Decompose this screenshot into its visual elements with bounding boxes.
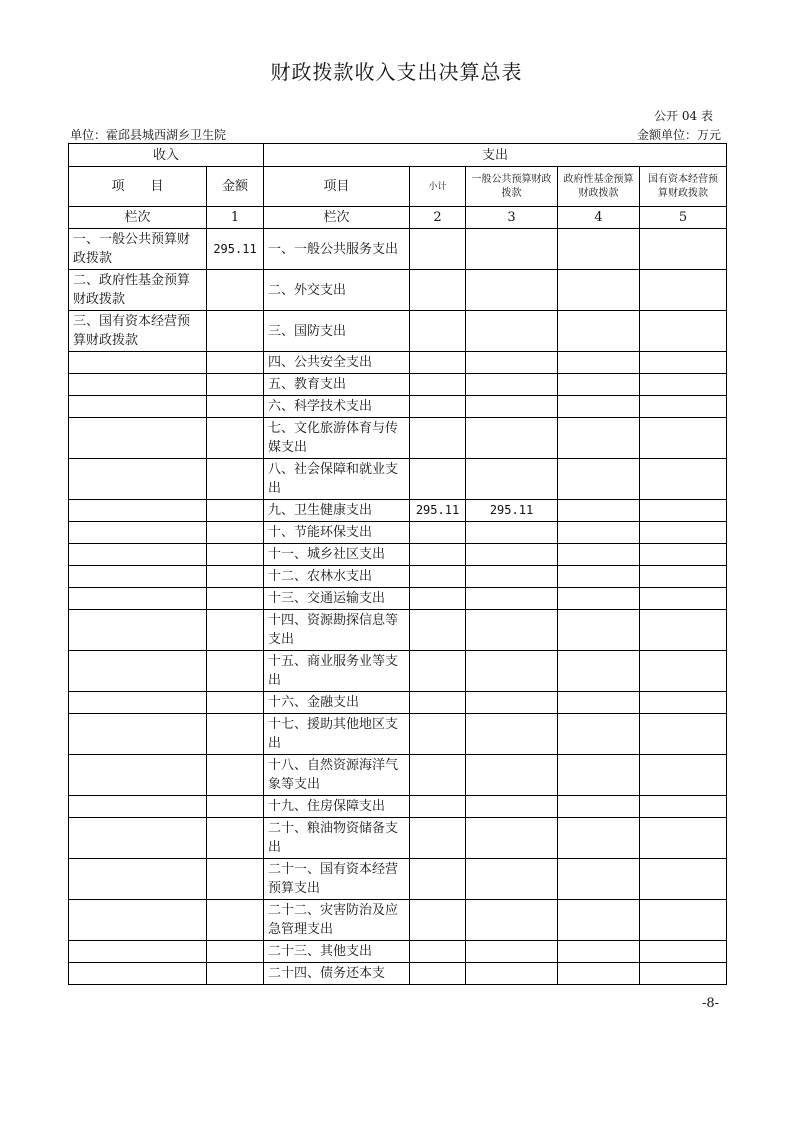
income-amount-cell bbox=[207, 796, 264, 818]
income-item-cell bbox=[69, 522, 207, 544]
expense-item-cell: 二十三、其他支出 bbox=[264, 941, 410, 963]
table-row bbox=[69, 610, 727, 651]
expense-item-cell: 十二、农林水支出 bbox=[264, 566, 410, 588]
income-amount-cell bbox=[207, 544, 264, 566]
table-row bbox=[69, 544, 727, 566]
subtotal-cell bbox=[410, 941, 466, 963]
subtotal-cell bbox=[410, 963, 466, 985]
subtotal-cell bbox=[410, 610, 466, 651]
general-budget-cell bbox=[466, 755, 558, 796]
general-budget-cell: 295.11 bbox=[466, 500, 558, 522]
subtotal-cell bbox=[410, 459, 466, 500]
seq-label: 栏次 bbox=[69, 207, 207, 229]
general-budget-cell bbox=[466, 796, 558, 818]
income-amount-cell bbox=[207, 500, 264, 522]
income-item-cell bbox=[69, 963, 207, 985]
income-amount-cell bbox=[207, 418, 264, 459]
expense-item-cell: 二十、粮油物资储备支出 bbox=[264, 818, 410, 859]
general-budget-cell bbox=[466, 522, 558, 544]
gov-fund-cell bbox=[558, 818, 640, 859]
income-header: 收入 bbox=[69, 144, 264, 167]
gov-fund-cell bbox=[558, 229, 640, 270]
table-row bbox=[69, 311, 727, 352]
gov-fund-cell bbox=[558, 500, 640, 522]
state-capital-cell bbox=[640, 566, 727, 588]
expense-item-cell: 五、教育支出 bbox=[264, 374, 410, 396]
income-item-cell: 二、政府性基金预算财政拨款 bbox=[69, 270, 207, 311]
subtotal-cell bbox=[410, 352, 466, 374]
state-capital-header: 国有资本经营预算财政拨款 bbox=[640, 167, 727, 207]
subtotal-cell bbox=[410, 755, 466, 796]
state-capital-cell bbox=[640, 692, 727, 714]
gov-fund-cell bbox=[558, 522, 640, 544]
budget-table bbox=[68, 143, 727, 985]
income-amount-cell bbox=[207, 859, 264, 900]
gov-fund-cell bbox=[558, 459, 640, 500]
general-budget-cell bbox=[466, 900, 558, 941]
general-budget-cell bbox=[466, 859, 558, 900]
table-row bbox=[69, 374, 727, 396]
table-row bbox=[69, 900, 727, 941]
expense-item-cell: 十、节能环保支出 bbox=[264, 522, 410, 544]
gov-fund-cell bbox=[558, 544, 640, 566]
amount-unit-label: 金额单位：万元 bbox=[636, 128, 721, 142]
income-amount-cell bbox=[207, 692, 264, 714]
gov-fund-cell bbox=[558, 963, 640, 985]
gov-fund-cell bbox=[558, 900, 640, 941]
state-capital-cell bbox=[640, 500, 727, 522]
table-row bbox=[69, 796, 727, 818]
state-capital-cell bbox=[640, 374, 727, 396]
subtotal-cell bbox=[410, 692, 466, 714]
table-row bbox=[69, 352, 727, 374]
form-number: 公开 04 表 bbox=[654, 109, 713, 123]
income-item-cell bbox=[69, 859, 207, 900]
income-item-cell bbox=[69, 374, 207, 396]
general-budget-cell bbox=[466, 692, 558, 714]
subtotal-cell bbox=[410, 522, 466, 544]
page-number: -8- bbox=[701, 996, 719, 1011]
general-budget-cell bbox=[466, 396, 558, 418]
table-row bbox=[69, 566, 727, 588]
state-capital-cell bbox=[640, 522, 727, 544]
table-row bbox=[69, 418, 727, 459]
income-item-cell bbox=[69, 459, 207, 500]
general-budget-cell bbox=[466, 651, 558, 692]
table-row bbox=[69, 818, 727, 859]
income-item-cell bbox=[69, 692, 207, 714]
seq-1: 1 bbox=[207, 207, 264, 229]
general-budget-cell bbox=[466, 544, 558, 566]
income-item-cell bbox=[69, 396, 207, 418]
gov-fund-cell bbox=[558, 374, 640, 396]
subtotal-cell bbox=[410, 566, 466, 588]
seq-3: 3 bbox=[466, 207, 558, 229]
table-row bbox=[69, 522, 727, 544]
table-row bbox=[69, 396, 727, 418]
gov-fund-cell bbox=[558, 859, 640, 900]
income-amount-cell bbox=[207, 522, 264, 544]
state-capital-cell bbox=[640, 963, 727, 985]
gov-fund-cell bbox=[558, 755, 640, 796]
general-budget-cell bbox=[466, 229, 558, 270]
state-capital-cell bbox=[640, 418, 727, 459]
seq-2: 2 bbox=[410, 207, 466, 229]
income-item-cell: 一、一般公共预算财政拨款 bbox=[69, 229, 207, 270]
subtotal-cell bbox=[410, 818, 466, 859]
gov-fund-cell bbox=[558, 610, 640, 651]
state-capital-cell bbox=[640, 941, 727, 963]
income-amount-cell bbox=[207, 566, 264, 588]
income-item-cell bbox=[69, 651, 207, 692]
general-budget-cell bbox=[466, 566, 558, 588]
general-budget-cell bbox=[466, 818, 558, 859]
income-amount-cell bbox=[207, 396, 264, 418]
unit-label: 单位：霍邱县城西湖乡卫生院 bbox=[70, 128, 227, 142]
gov-fund-cell bbox=[558, 796, 640, 818]
general-budget-cell bbox=[466, 352, 558, 374]
state-capital-cell bbox=[640, 796, 727, 818]
expense-item-header: 项目 bbox=[264, 167, 410, 207]
subtotal-cell bbox=[410, 374, 466, 396]
table-row bbox=[69, 859, 727, 900]
general-budget-cell bbox=[466, 588, 558, 610]
income-amount-cell bbox=[207, 270, 264, 311]
income-item-cell: 三、国有资本经营预算财政拨款 bbox=[69, 311, 207, 352]
subtotal-cell bbox=[410, 900, 466, 941]
expense-item-cell: 十八、自然资源海洋气象等支出 bbox=[264, 755, 410, 796]
gov-fund-cell bbox=[558, 692, 640, 714]
expense-header: 支出 bbox=[264, 144, 727, 167]
income-amount-cell bbox=[207, 374, 264, 396]
expense-item-cell: 十四、资源勘探信息等支出 bbox=[264, 610, 410, 651]
income-item-cell bbox=[69, 418, 207, 459]
seq-5: 5 bbox=[640, 207, 727, 229]
table-row bbox=[69, 941, 727, 963]
income-amount-cell bbox=[207, 610, 264, 651]
income-item-cell bbox=[69, 818, 207, 859]
gov-fund-cell bbox=[558, 651, 640, 692]
state-capital-cell bbox=[640, 714, 727, 755]
table-row bbox=[69, 963, 727, 985]
income-item-cell bbox=[69, 544, 207, 566]
expense-item-cell: 二十二、灾害防治及应急管理支出 bbox=[264, 900, 410, 941]
subtotal-cell bbox=[410, 859, 466, 900]
income-amount-cell bbox=[207, 459, 264, 500]
gov-fund-cell bbox=[558, 418, 640, 459]
subtotal-header: 小计 bbox=[410, 167, 466, 207]
expense-item-cell: 二十四、债务还本支 bbox=[264, 963, 410, 985]
income-item-cell bbox=[69, 500, 207, 522]
expense-item-cell: 十三、交通运输支出 bbox=[264, 588, 410, 610]
table-row bbox=[69, 229, 727, 270]
gov-fund-cell bbox=[558, 311, 640, 352]
general-budget-cell bbox=[466, 374, 558, 396]
general-budget-cell bbox=[466, 610, 558, 651]
state-capital-cell bbox=[640, 818, 727, 859]
table-row bbox=[69, 500, 727, 522]
general-budget-cell bbox=[466, 311, 558, 352]
income-item-cell bbox=[69, 755, 207, 796]
state-capital-cell bbox=[640, 270, 727, 311]
state-capital-cell bbox=[640, 352, 727, 374]
table-row bbox=[69, 651, 727, 692]
state-capital-cell bbox=[640, 651, 727, 692]
table-row bbox=[69, 588, 727, 610]
state-capital-cell bbox=[640, 859, 727, 900]
expense-item-cell: 四、公共安全支出 bbox=[264, 352, 410, 374]
income-amount-cell bbox=[207, 651, 264, 692]
income-item-cell bbox=[69, 588, 207, 610]
income-amount-header: 金额 bbox=[207, 167, 264, 207]
income-item-cell bbox=[69, 566, 207, 588]
subtotal-cell bbox=[410, 270, 466, 311]
expense-item-cell: 二、外交支出 bbox=[264, 270, 410, 311]
gov-fund-cell bbox=[558, 566, 640, 588]
gov-fund-header: 政府性基金预算财政拨款 bbox=[558, 167, 640, 207]
state-capital-cell bbox=[640, 396, 727, 418]
subtotal-cell bbox=[410, 588, 466, 610]
gov-fund-cell bbox=[558, 714, 640, 755]
income-item-header: 项 目 bbox=[69, 167, 207, 207]
state-capital-cell bbox=[640, 755, 727, 796]
income-item-cell bbox=[69, 796, 207, 818]
income-amount-cell: 295.11 bbox=[207, 229, 264, 270]
state-capital-cell bbox=[640, 588, 727, 610]
income-item-cell bbox=[69, 714, 207, 755]
state-capital-cell bbox=[640, 311, 727, 352]
page-title: 财政拨款收入支出决算总表 bbox=[270, 60, 523, 84]
expense-item-cell: 十一、城乡社区支出 bbox=[264, 544, 410, 566]
gov-fund-cell bbox=[558, 352, 640, 374]
income-amount-cell bbox=[207, 900, 264, 941]
state-capital-cell bbox=[640, 544, 727, 566]
general-budget-cell bbox=[466, 270, 558, 311]
table-row bbox=[69, 270, 727, 311]
general-budget-cell bbox=[466, 941, 558, 963]
subtotal-cell bbox=[410, 714, 466, 755]
expense-item-cell: 三、国防支出 bbox=[264, 311, 410, 352]
expense-item-cell: 十七、援助其他地区支出 bbox=[264, 714, 410, 755]
table-row bbox=[69, 714, 727, 755]
income-amount-cell bbox=[207, 588, 264, 610]
seq-4: 4 bbox=[558, 207, 640, 229]
gov-fund-cell bbox=[558, 588, 640, 610]
state-capital-cell bbox=[640, 229, 727, 270]
general-budget-cell bbox=[466, 459, 558, 500]
expense-item-cell: 十六、金融支出 bbox=[264, 692, 410, 714]
expense-item-cell: 十五、商业服务业等支出 bbox=[264, 651, 410, 692]
general-budget-cell bbox=[466, 714, 558, 755]
income-amount-cell bbox=[207, 714, 264, 755]
income-amount-cell bbox=[207, 352, 264, 374]
state-capital-cell bbox=[640, 900, 727, 941]
expense-item-cell: 六、科学技术支出 bbox=[264, 396, 410, 418]
income-amount-cell bbox=[207, 963, 264, 985]
table-row bbox=[69, 692, 727, 714]
subtotal-cell bbox=[410, 311, 466, 352]
income-amount-cell bbox=[207, 311, 264, 352]
gov-fund-cell bbox=[558, 941, 640, 963]
expense-item-cell: 十九、住房保障支出 bbox=[264, 796, 410, 818]
subtotal-cell bbox=[410, 796, 466, 818]
income-amount-cell bbox=[207, 818, 264, 859]
expense-item-cell: 二十一、国有资本经营预算支出 bbox=[264, 859, 410, 900]
income-item-cell bbox=[69, 900, 207, 941]
subtotal-cell bbox=[410, 651, 466, 692]
expense-item-cell: 一、一般公共服务支出 bbox=[264, 229, 410, 270]
subtotal-cell: 295.11 bbox=[410, 500, 466, 522]
income-amount-cell bbox=[207, 941, 264, 963]
subtotal-cell bbox=[410, 418, 466, 459]
general-budget-cell bbox=[466, 418, 558, 459]
income-item-cell bbox=[69, 352, 207, 374]
gov-fund-cell bbox=[558, 270, 640, 311]
table-row bbox=[69, 459, 727, 500]
subtotal-cell bbox=[410, 229, 466, 270]
subtotal-cell bbox=[410, 396, 466, 418]
income-item-cell bbox=[69, 941, 207, 963]
income-amount-cell bbox=[207, 755, 264, 796]
gov-fund-cell bbox=[558, 396, 640, 418]
general-budget-cell bbox=[466, 963, 558, 985]
income-item-cell bbox=[69, 610, 207, 651]
subtotal-cell bbox=[410, 544, 466, 566]
table-row bbox=[69, 755, 727, 796]
expense-item-cell: 八、社会保障和就业支出 bbox=[264, 459, 410, 500]
seq-exp-label: 栏次 bbox=[264, 207, 410, 229]
general-budget-header: 一般公共预算财政拨款 bbox=[466, 167, 558, 207]
state-capital-cell bbox=[640, 459, 727, 500]
expense-item-cell: 七、文化旅游体育与传媒支出 bbox=[264, 418, 410, 459]
expense-item-cell: 九、卫生健康支出 bbox=[264, 500, 410, 522]
state-capital-cell bbox=[640, 610, 727, 651]
